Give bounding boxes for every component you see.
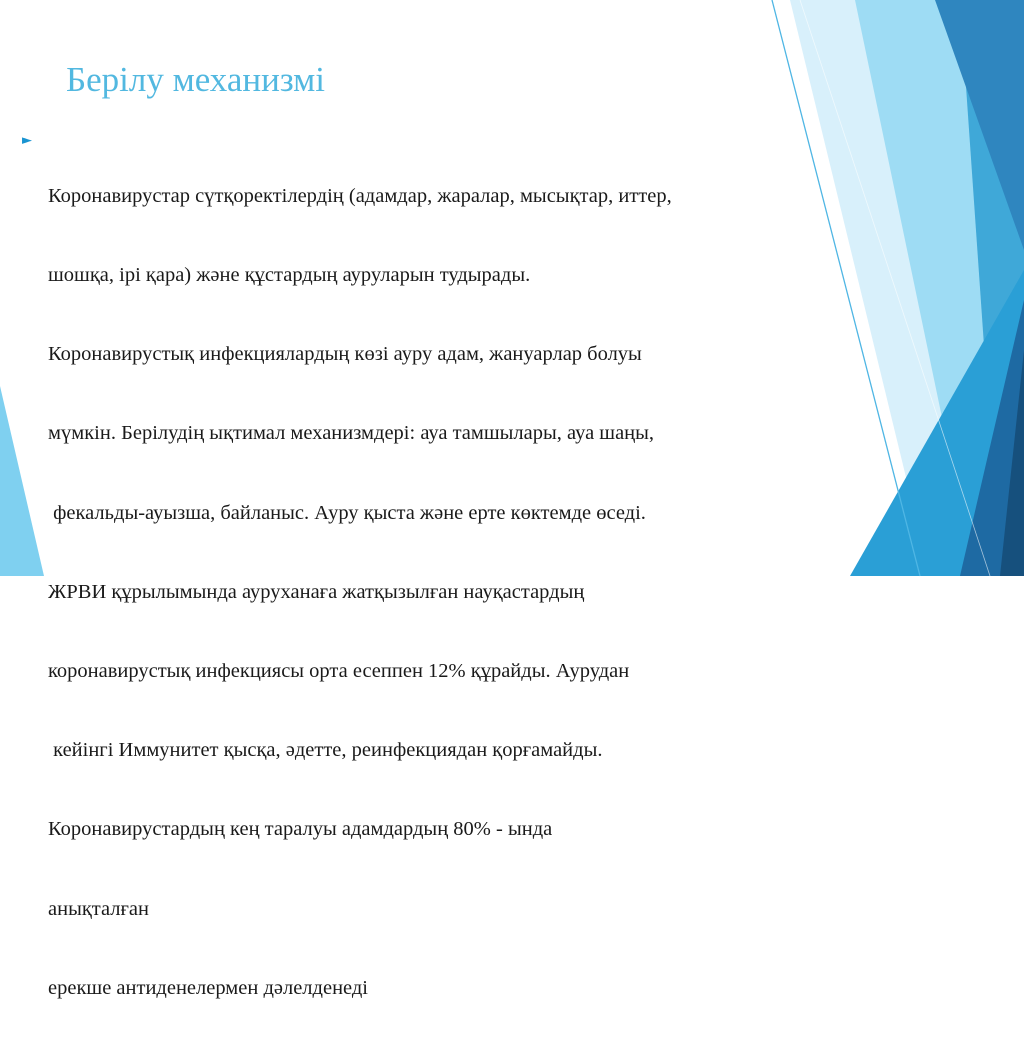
bullet-text-line: Коронавирустардың кең таралуы адамдардың 80% - ында	[48, 818, 553, 841]
bullet-text-line: Коронавирустар сүтқоректілердің (адамдар, жаралар, мысықтар, иттер,	[48, 184, 672, 207]
bullet-text-line: мүмкін. Берілудің ықтимал механизмдері: ауа тамшылары, ауа шаңы,	[48, 422, 655, 445]
bullet-text-line: кейінгі Иммунитет қысқа, әдетте, реинфекциядан қорғамайды.	[48, 739, 603, 762]
bullet-text-line: ерекше антиденелермен дәлелденеді	[48, 976, 368, 999]
bullet-text-line: Коронавирустық инфекциялардың көзі ауру адам, жануарлар болуы	[48, 343, 642, 366]
bullet-text-line: коронавирустық инфекциясы орта есеппен 12% құрайды. Аурудан	[48, 660, 630, 683]
left-accent-shape	[0, 386, 44, 576]
slide-title: Берілу механизмі	[66, 60, 326, 99]
triangle-right-icon: ►	[22, 133, 32, 148]
bullet-text-line: ЖРВИ құрылымында ауруханаға жатқызылған науқастардың	[48, 580, 585, 603]
bullet-text-line: анықталған	[48, 897, 149, 920]
bullet-text	[48, 130, 672, 1054]
bullet-text-line: шошқа, ірі қара) және құстардың ауруларын тудырады.	[48, 264, 531, 287]
bullet-text-line: фекальды-ауызша, байланыс. Ауру қыста және ерте көктемде өседі.	[48, 501, 646, 524]
